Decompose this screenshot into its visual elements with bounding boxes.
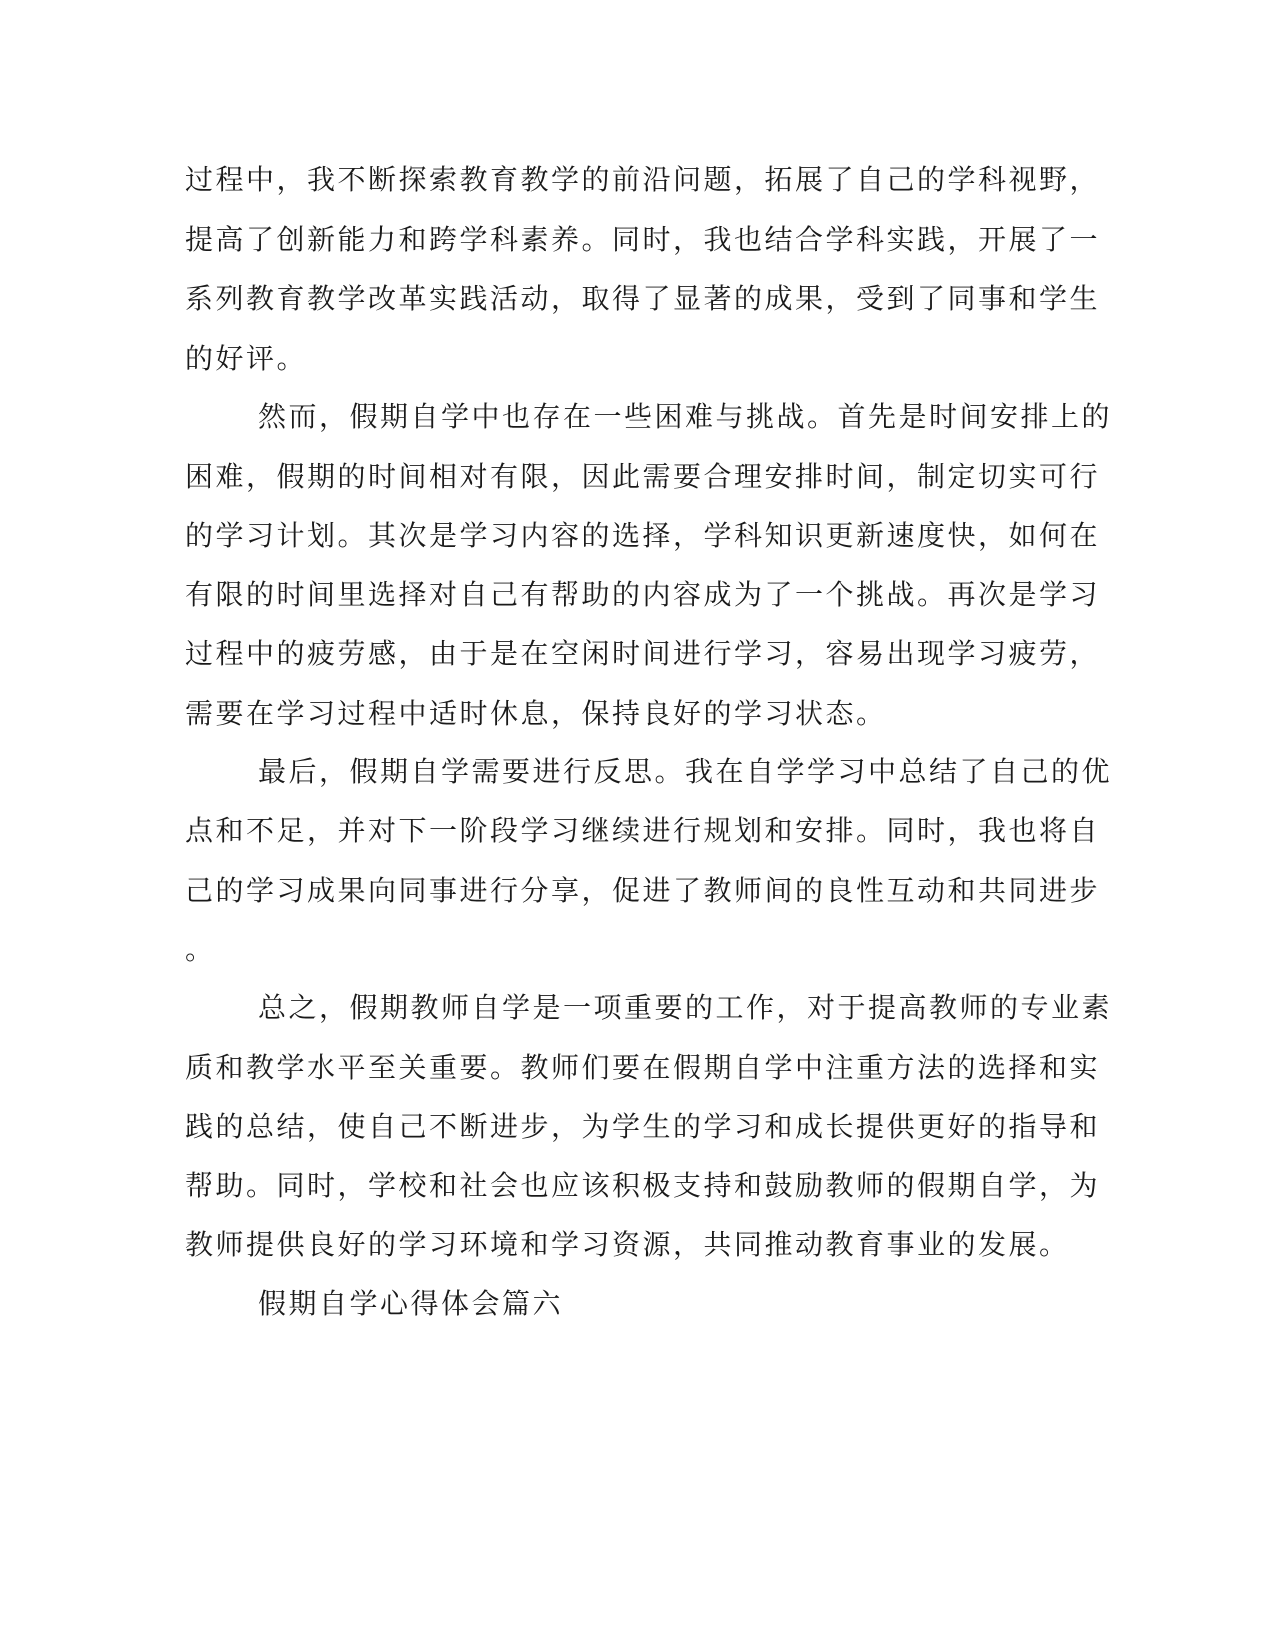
- text-line: 提高了创新能力和跨学科素养。同时，我也结合学科实践，开展了一: [185, 223, 1101, 256]
- text-line: 有限的时间里选择对自己有帮助的内容成为了一个挑战。再次是学习: [185, 578, 1101, 611]
- text-line: 践的总结，使自己不断进步，为学生的学习和成长提供更好的指导和: [185, 1110, 1101, 1143]
- text-line: 教师提供良好的学习环境和学习资源，共同推动教育事业的发展。: [185, 1228, 1070, 1261]
- text-line: 点和不足，并对下一阶段学习继续进行规划和安排。同时，我也将自: [185, 814, 1101, 847]
- paragraph-start-line: 然而，假期自学中也存在一些困难与挑战。首先是时间安排上的: [258, 400, 1113, 433]
- text-line: 过程中的疲劳感，由于是在空闲时间进行学习，容易出现学习疲劳，: [185, 637, 1101, 670]
- text-line: 系列教育教学改革实践活动，取得了显著的成果，受到了同事和学生: [185, 282, 1101, 315]
- section-heading: 假期自学心得体会篇六: [258, 1287, 564, 1320]
- text-line: 。: [185, 933, 216, 966]
- text-line: 需要在学习过程中适时休息，保持良好的学习状态。: [185, 697, 887, 730]
- text-line: 己的学习成果向同事进行分享，促进了教师间的良性互动和共同进步: [185, 874, 1101, 907]
- text-line: 质和教学水平至关重要。教师们要在假期自学中注重方法的选择和实: [185, 1051, 1101, 1084]
- text-line: 帮助。同时，学校和社会也应该积极支持和鼓励教师的假期自学，为: [185, 1169, 1101, 1202]
- paragraph-start-line: 最后，假期自学需要进行反思。我在自学学习中总结了自己的优: [258, 755, 1113, 788]
- text-line: 的好评。: [185, 342, 308, 375]
- text-line: 的学习计划。其次是学习内容的选择，学科知识更新速度快，如何在: [185, 519, 1101, 552]
- text-line: 过程中，我不断探索教育教学的前沿问题，拓展了自己的学科视野，: [185, 163, 1101, 196]
- paragraph-start-line: 总之，假期教师自学是一项重要的工作，对于提高教师的专业素: [258, 991, 1113, 1024]
- text-line: 困难，假期的时间相对有限，因此需要合理安排时间，制定切实可行: [185, 460, 1101, 493]
